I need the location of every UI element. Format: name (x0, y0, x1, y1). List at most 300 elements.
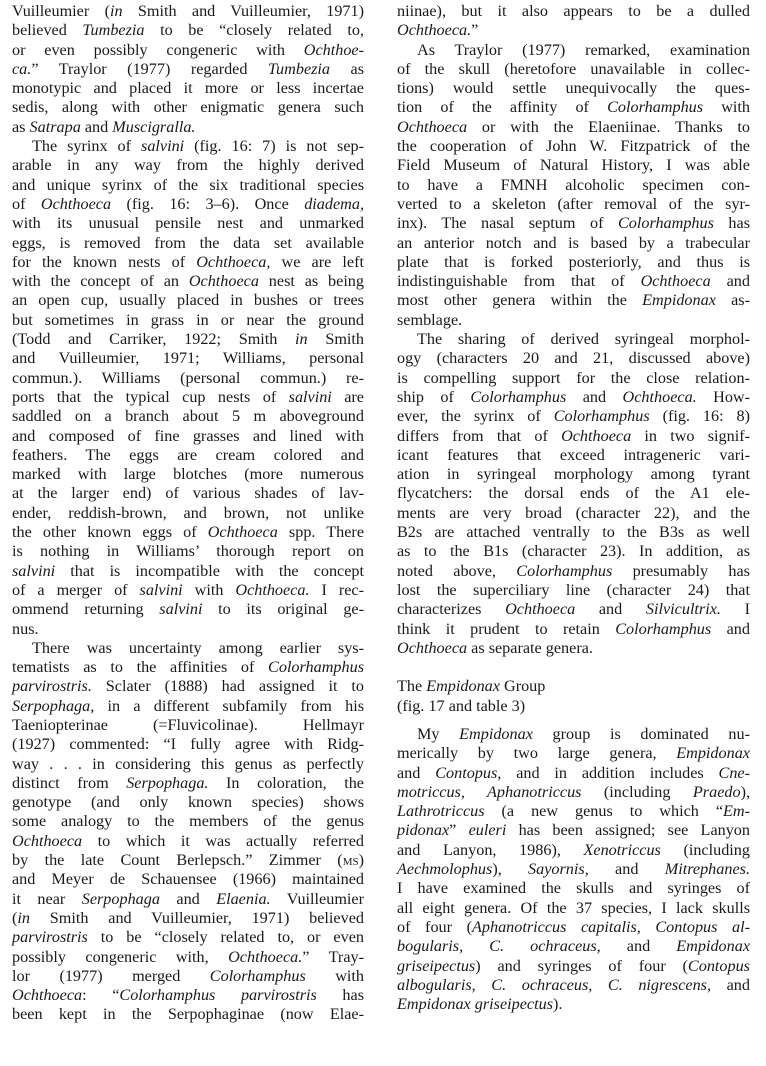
italic-text: Empidonax (676, 937, 751, 956)
text-run: tions) would settle unequivocally the ques- (397, 79, 750, 98)
text-run: and (711, 975, 750, 994)
italic-text: Satrapa (29, 117, 81, 136)
text-run: ), (492, 860, 529, 879)
italic-text: in (17, 908, 30, 927)
text-run: ation in syringeal morphology among tyrant (397, 465, 750, 484)
italic-text: Mitrephanes. (664, 860, 750, 879)
text-line (12, 214, 364, 233)
text-line (397, 581, 750, 600)
text-line (12, 369, 364, 388)
text-run: to be “closely related to, (144, 21, 364, 40)
italic-text: euleri (468, 821, 507, 840)
text-line (397, 465, 750, 484)
text-line (397, 388, 750, 407)
text-line (397, 523, 750, 542)
text-line (12, 98, 364, 117)
text-run: of the skull (heretofore unavailable in collec- (397, 59, 750, 78)
text-run: plate that is forked posteriorly, and thus is (397, 252, 750, 271)
section-heading-line (397, 677, 750, 696)
text-line (12, 697, 364, 716)
text-line (12, 928, 364, 947)
text-line (12, 735, 364, 754)
text-run: tion of the affinity of (397, 98, 608, 117)
italic-text: Contopus, (435, 763, 502, 782)
text-line (397, 234, 750, 253)
text-run: ” (471, 21, 479, 40)
text-line (12, 79, 364, 98)
text-run: and Lanyon, 1986), (397, 840, 584, 859)
text-run: distinct from (12, 773, 127, 792)
text-run: ) and syringes of four ( (475, 956, 688, 975)
text-run: in a different subfamily from his (94, 696, 364, 715)
text-line (397, 311, 750, 330)
text-line (397, 272, 750, 291)
text-run: ” Traylor (1977) regarded (31, 59, 268, 78)
text-run: and (566, 387, 623, 406)
italic-text: Ochthoeca (640, 272, 711, 291)
text-run: all eight genera. Of the 37 species, I lack skulls (397, 898, 750, 917)
text-line (12, 562, 364, 581)
italic-text: salvini (12, 561, 56, 580)
text-run: niinae), but it also appears to be a dulled (397, 2, 750, 20)
italic-text: Xenotriccus (583, 840, 661, 859)
text-run: differs from that of (397, 426, 562, 445)
text-run: and (711, 619, 750, 638)
italic-text: parvirostris. (12, 677, 92, 696)
italic-text: Lathrotriccus (397, 802, 485, 821)
text-run: has (316, 986, 364, 1005)
text-run: at the larger end) of various shades of lav- (12, 484, 364, 503)
text-run: feathers. The eggs are cream colored and (12, 445, 364, 464)
italic-text: Ochthoeca (505, 600, 576, 619)
italic-text: in (295, 330, 308, 349)
text-line (12, 407, 364, 426)
text-run: There was uncertainty among earlier sys- (32, 638, 364, 657)
text-run: and Vuilleumier, 1971; Williams, personal (12, 349, 364, 368)
text-run: Vuilleumier (270, 889, 364, 908)
text-line (397, 957, 750, 976)
text-line (12, 890, 364, 909)
text-line (397, 841, 750, 860)
text-line (12, 620, 364, 639)
italic-text: Ochthoeca (561, 426, 632, 445)
text-line (397, 937, 750, 956)
italic-text: Empidonax (459, 724, 533, 743)
text-line (12, 639, 364, 658)
italic-text: Ochthoeca (12, 986, 83, 1005)
text-line (397, 195, 750, 214)
text-run: ments are very broad (character 22), and the (397, 503, 750, 522)
text-line (397, 291, 750, 310)
text-run: lost the superciliary line (character 24) that (397, 580, 750, 599)
text-run: characterizes (397, 600, 506, 619)
text-line (12, 909, 364, 928)
text-run: presumably has (612, 561, 750, 580)
text-run: in two signif- (631, 426, 750, 445)
text-run: B2s are attached ventrally to the B3s as well (397, 523, 750, 542)
text-run: of (12, 194, 41, 213)
italic-text: pidonax (397, 821, 450, 840)
text-run: been kept in the Serpophaginae (now Elae- (12, 1005, 364, 1024)
text-run: (fig. 16: 7) is not sep- (184, 137, 364, 156)
text-run: as separate genera. (467, 638, 593, 657)
text-line (397, 214, 750, 233)
italic-text: albogularis, C. ochraceus, C. nigrescens, (397, 975, 712, 994)
text-run: and unique syrinx of the six traditional species (12, 175, 364, 194)
text-line (12, 600, 364, 619)
text-line (397, 349, 750, 368)
text-run: ). (553, 995, 563, 1014)
italic-text: in (109, 2, 123, 20)
text-line (12, 272, 364, 291)
italic-text: Tumbezia (267, 59, 331, 78)
text-run: the other known eggs of (12, 523, 208, 542)
italic-text: salvini (139, 580, 183, 599)
text-line (12, 195, 364, 214)
text-line (12, 1005, 364, 1024)
text-line (12, 716, 364, 735)
text-line (12, 388, 364, 407)
italic-text: Ochthoeca (12, 831, 83, 850)
text-line (397, 744, 750, 763)
italic-text: Ochthoeca (207, 523, 278, 542)
italic-text: Ochthoeca (397, 638, 468, 657)
text-run: is nothing in Williams’ thorough report on (12, 542, 364, 561)
text-run: noted above, (397, 561, 517, 580)
text-run: (1927) commented: “I fully agree with Ridg- (12, 735, 364, 754)
text-run: arable in any way from the highly derived (12, 156, 364, 175)
text-line (12, 446, 364, 465)
text-run: (fig. 16: 3–6). Once (111, 194, 305, 213)
italic-text: Sayornis, (528, 860, 589, 879)
text-line (12, 465, 364, 484)
text-run: some analogy to the members of the genus (12, 812, 364, 831)
text-run: or with the Elaeniinae. Thanks to (467, 117, 750, 136)
italic-text: Colorhamphus (516, 561, 613, 580)
text-line (397, 98, 750, 117)
text-run: ogy (characters 20 and 21, discussed above) (397, 349, 750, 368)
text-run: is compelling support for the close relation- (397, 368, 750, 387)
text-line (397, 620, 750, 639)
text-run: ) (358, 851, 364, 870)
text-run: think it prudent to retain (397, 619, 616, 638)
italic-text: Colorhamphus (553, 407, 650, 426)
text-line (12, 581, 364, 600)
text-run: ever, the syrinx of (397, 407, 554, 426)
italic-text: Colorhamphus (615, 619, 712, 638)
text-run: eggs, is removed from the data set available (12, 233, 364, 252)
italic-text: Silvicultrix. (645, 600, 721, 619)
text-line (397, 504, 750, 523)
text-run: and Meyer de Schauensee (1966) maintained (12, 870, 364, 889)
text-line (397, 41, 750, 60)
text-run: The (397, 677, 427, 696)
text-line (12, 523, 364, 542)
text-line (397, 725, 750, 744)
text-run: has (713, 214, 750, 233)
text-line (397, 821, 750, 840)
text-run: or even possibly congeneric with (12, 40, 304, 59)
text-run: that is incompatible with the concept (55, 561, 364, 580)
text-run: How- (696, 387, 751, 406)
text-run: as (330, 59, 364, 78)
text-line (397, 484, 750, 503)
italic-text: Cne- (718, 763, 750, 782)
text-run: monotypic and placed it more or less incertae (12, 79, 364, 98)
text-run: verted to a skeleton (after removal of the syr- (397, 194, 750, 213)
italic-text: ca. (12, 59, 32, 78)
right-text-column (397, 2, 750, 1014)
text-line (12, 2, 364, 21)
text-run: lor (1977) merged (12, 966, 210, 985)
text-run: ender, reddish-brown, and brown, not unlike (12, 503, 364, 522)
text-line (12, 234, 364, 253)
text-line (397, 562, 750, 581)
text-line (12, 176, 364, 195)
text-line (12, 948, 364, 967)
italic-text: Ochthoeca. (622, 387, 697, 406)
text-line (397, 600, 750, 619)
text-run: and (80, 117, 113, 136)
text-run: nest as being (258, 272, 364, 291)
text-run: inx). The nasal septum of (397, 214, 618, 233)
text-run: semblage. (397, 310, 463, 329)
text-run: icant features that exceed intrageneric vari- (397, 445, 750, 464)
text-run: believed (12, 21, 83, 40)
text-line (397, 369, 750, 388)
text-line (12, 677, 364, 696)
italic-text: Empidonax (642, 291, 716, 310)
text-line (12, 253, 364, 272)
text-run: (including (581, 782, 693, 801)
text-line (397, 860, 750, 879)
text-run: and in addition includes (501, 763, 719, 782)
text-run: In coloration, the (208, 773, 364, 792)
text-run: for the known nests of (12, 252, 197, 271)
text-run: an open cup, usually placed in bushes or trees (12, 291, 364, 310)
text-run: sedis, along with other enigmatic genera such (12, 98, 364, 117)
text-run: to be “closely related to, or even (87, 928, 364, 947)
text-run: and (397, 763, 436, 782)
text-run: possibly congeneric with, (12, 947, 229, 966)
text-line (12, 774, 364, 793)
italic-text: Aphanotriccus capitalis, Contopus al- (472, 917, 750, 936)
italic-text: parvirostris (12, 928, 88, 947)
text-line (397, 783, 750, 802)
text-line (12, 156, 364, 175)
italic-text: Praedo (692, 782, 741, 801)
text-run: and (159, 889, 217, 908)
text-line (12, 291, 364, 310)
text-line (12, 812, 364, 831)
text-run: we are left (270, 252, 364, 271)
text-line (397, 918, 750, 937)
italic-text: griseipectus (397, 956, 476, 975)
italic-text: Ochthoeca, (196, 252, 271, 271)
italic-text: Colorhamphus (617, 214, 714, 233)
italic-text: Empidonax (426, 677, 500, 696)
text-run: ), (740, 782, 750, 801)
italic-text: Ochthoeca. (235, 580, 310, 599)
text-run: are (331, 387, 364, 406)
text-run: indistinguishable from that of (397, 272, 641, 291)
text-run: way . . . in considering this genus as perfectly (12, 754, 364, 773)
text-run: ports that the typical cup nests of (12, 387, 289, 406)
text-run: Taeniopterinae (=Fluvicolinae). Hellmayr (12, 715, 364, 734)
text-run: The sharing of derived syringeal morphol- (417, 330, 750, 349)
text-line (397, 79, 750, 98)
italic-text: Em- (723, 802, 750, 821)
text-run: merically by two large genera, (397, 744, 677, 763)
text-run: by the late Count Berlepsch.” Zimmer ( (12, 851, 343, 870)
text-run: nus. (12, 619, 39, 638)
text-run: but sometimes in grass in or near the ground (12, 310, 364, 329)
text-line (12, 427, 364, 446)
text-run: ” (449, 821, 469, 840)
text-run: most other genera within the (397, 291, 643, 310)
text-run: flycatchers: the dorsal ends of the A1 ele- (397, 484, 750, 503)
text-run: My (417, 724, 460, 743)
text-line (12, 658, 364, 677)
text-line (397, 446, 750, 465)
italic-text: Ochthoeca. (228, 947, 303, 966)
text-run: Smith (307, 330, 364, 349)
text-line (12, 870, 364, 889)
italic-text: Ochthoe- (303, 40, 364, 59)
italic-text: Serpophaga, (12, 696, 95, 715)
text-run: (a new genus to which “ (484, 802, 724, 821)
italic-text: salvini (288, 387, 332, 406)
text-run: Smith and Vuilleumier, 1971) believed (29, 908, 364, 927)
section-heading-line (397, 697, 750, 716)
italic-text: Serpophaga (81, 889, 160, 908)
left-text-column (12, 2, 364, 1025)
text-line (12, 330, 364, 349)
text-run: has been assigned; see Lanyon (506, 821, 750, 840)
text-run: with (305, 966, 364, 985)
text-line (12, 832, 364, 851)
text-run: and (588, 860, 665, 879)
text-run: the cooperation of John W. Fitzpatrick of the (397, 137, 750, 156)
italic-text: Serpophaga. (126, 773, 209, 792)
text-run: Sclater (1888) had assigned it to (91, 677, 364, 696)
italic-text: Ochthoeca (40, 194, 112, 213)
italic-text: salvini (141, 137, 185, 156)
text-run: ship of (397, 387, 471, 406)
text-line (397, 802, 750, 821)
text-run: and composed of fine grasses and lined with (12, 426, 364, 445)
text-line (397, 330, 750, 349)
italic-text: Aechmolophus (397, 860, 493, 879)
text-line (12, 118, 364, 137)
text-run: : “ (82, 986, 120, 1005)
italic-text: diadema, (304, 194, 364, 213)
italic-text: Elaenia. (216, 889, 271, 908)
italic-text: bogularis, C. ochraceus, (397, 937, 601, 956)
text-run: ms (342, 851, 359, 870)
italic-text: Colorhamphus (607, 98, 704, 117)
text-line (12, 986, 364, 1005)
text-run: marked with large blotches (more numerous (12, 465, 364, 484)
text-line (12, 137, 364, 156)
text-run: ” Tray- (302, 947, 364, 966)
text-line (12, 793, 364, 812)
text-run: of four ( (397, 917, 472, 936)
text-line (397, 899, 750, 918)
text-run: and (600, 937, 677, 956)
italic-text: Colorhamphus (470, 387, 567, 406)
text-line (12, 542, 364, 561)
italic-text: motriccus, Aphanotriccus (397, 782, 582, 801)
text-line (397, 995, 750, 1014)
text-line (397, 21, 750, 40)
text-line (397, 879, 750, 898)
text-run: Smith and Vuilleumier, 1971) (122, 2, 365, 20)
italic-text: Muscigralla. (112, 117, 196, 136)
text-run: Field Museum of Natural History, I was able (397, 156, 750, 175)
text-run: Group (499, 677, 546, 696)
italic-text: Contopus (687, 956, 750, 975)
text-run: as- (715, 291, 750, 310)
text-run: ( (12, 908, 18, 927)
text-run: with (182, 580, 236, 599)
text-run: I have examined the skulls and syringes of (397, 879, 750, 898)
text-run: with its unusual pensile nest and unmarked (12, 214, 364, 233)
text-line (397, 156, 750, 175)
text-run: saddled on a branch about 5 m aboveground (12, 407, 364, 426)
text-line (397, 976, 750, 995)
text-run: as (12, 117, 30, 136)
text-run: an anterior notch and is based by a trabecular (397, 233, 750, 252)
text-run: and (575, 600, 646, 619)
text-line (397, 60, 750, 79)
italic-text: Ochthoeca (397, 117, 468, 136)
text-line (12, 311, 364, 330)
text-run: with (703, 98, 751, 117)
text-run: of a merger of (12, 580, 140, 599)
text-run: ommend returning (12, 600, 160, 619)
text-run: to its original ge- (202, 600, 364, 619)
text-run: it near (12, 889, 82, 908)
text-run: I rec- (309, 580, 364, 599)
text-run: The syrinx of (32, 137, 142, 156)
text-run: (Todd and Carriker, 1922; Smith (12, 330, 296, 349)
text-run: (including (660, 840, 750, 859)
text-line (12, 851, 364, 870)
text-line (12, 484, 364, 503)
text-run: as to the B1s (character 23). In addition, as (397, 542, 750, 561)
text-line (397, 639, 750, 658)
italic-text: Ochthoeca (188, 272, 259, 291)
text-line (397, 118, 750, 137)
text-run: and (710, 272, 750, 291)
text-run: to have a FMNH alcoholic specimen con- (397, 175, 750, 194)
text-line (12, 504, 364, 523)
text-line (397, 427, 750, 446)
italic-text: Empidonax (676, 744, 750, 763)
text-run: genotype (and only known species) shows (12, 793, 364, 812)
text-run: to which it was actually referred (82, 831, 364, 850)
text-line (12, 21, 364, 40)
text-run: tematists as to the affinities of (12, 658, 269, 677)
text-line (397, 2, 750, 21)
text-run: group is dominated nu- (532, 724, 750, 743)
text-line (397, 137, 750, 156)
italic-text: Colorhamphus (209, 966, 306, 985)
text-line (397, 407, 750, 426)
text-line (12, 60, 364, 79)
text-line (397, 253, 750, 272)
